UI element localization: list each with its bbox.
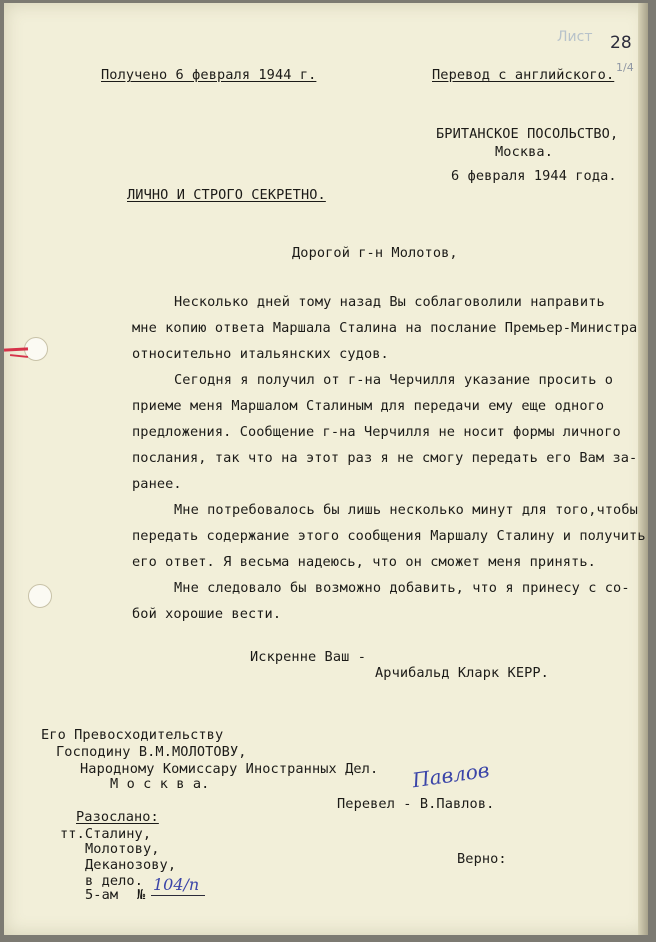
body-line: Сегодня я получил от г-на Черчилля указание просить о — [174, 372, 614, 388]
addressee-title: Народному Комиссару Иностранных Дел. — [80, 761, 379, 777]
certified-mark: Верно: — [457, 851, 507, 867]
document-page — [4, 3, 648, 935]
outgoing-number: 104/п — [151, 875, 205, 896]
signatory: Арчибальд Кларк КЕРР. — [375, 665, 549, 681]
body-line: его ответ. Я весьма надеюсь, что он сможет меня принять. — [132, 554, 596, 570]
body-line: приеме меня Маршалом Сталиным для передачи ему еще одного — [132, 398, 605, 414]
body-line: Мне потребовалось бы лишь несколько минут для того,чтобы — [174, 502, 638, 518]
translation-note: Перевод с английского. — [432, 67, 615, 83]
body-line: Мне следовало бы возможно добавить, что я принесу с со- — [174, 580, 630, 596]
page-edge — [638, 3, 648, 935]
distribution-line: тт.Сталину, — [60, 826, 152, 842]
folio-number: 28 — [610, 33, 632, 53]
distribution-line: в дело. — [85, 873, 143, 889]
addressee-city: М о с к в а. — [110, 776, 210, 792]
archive-stamp: Лист — [557, 29, 593, 45]
distribution-heading: Разослано: — [76, 809, 159, 825]
body-line: предложения. Сообщение г-на Черчилля не носит формы личного — [132, 424, 621, 440]
distribution-line: Деканозову, — [85, 857, 177, 873]
body-line: мне копию ответа Маршала Сталина на послание Премьер-Министра — [132, 320, 638, 336]
letter-date: 6 февраля 1944 года. — [451, 168, 617, 184]
body-line: относительно итальянских судов. — [132, 346, 389, 362]
body-line: послания, так что на этот раз я не смогу передать его Вам за- — [132, 450, 638, 466]
number-label: № — [137, 887, 146, 903]
classification-mark: ЛИЧНО И СТРОГО СЕКРЕТНО. — [127, 187, 326, 203]
body-line: Несколько дней тому назад Вы соблаговолили направить — [174, 294, 605, 310]
sender-city: Москва. — [495, 144, 553, 160]
salutation: Дорогой г-н Молотов, — [292, 245, 458, 261]
sender-embassy: БРИТАНСКОЕ ПОСОЛЬСТВО, — [436, 126, 619, 142]
body-line: бой хорошие вести. — [132, 606, 282, 622]
folio-subnumber: 1/4 — [616, 61, 634, 74]
received-line: Получено 6 февраля 1944 г. — [101, 67, 317, 83]
translator-line: Перевел - В.Павлов. — [337, 796, 495, 812]
body-line: ранее. — [132, 476, 182, 492]
addressee-line: Его Превосходительству — [41, 727, 224, 743]
body-line: передать содержание этого сообщения Маршалу Сталину и получить — [132, 528, 646, 544]
closing-phrase: Искренне Ваш - — [250, 649, 366, 665]
distribution-line: Молотову, — [85, 841, 160, 857]
translator-signature: Павлов — [410, 757, 491, 793]
copies-count: 5-ам — [85, 887, 119, 903]
punch-hole-lower — [28, 584, 52, 608]
addressee-name: Господину В.М.МОЛОТОВУ, — [56, 744, 247, 760]
